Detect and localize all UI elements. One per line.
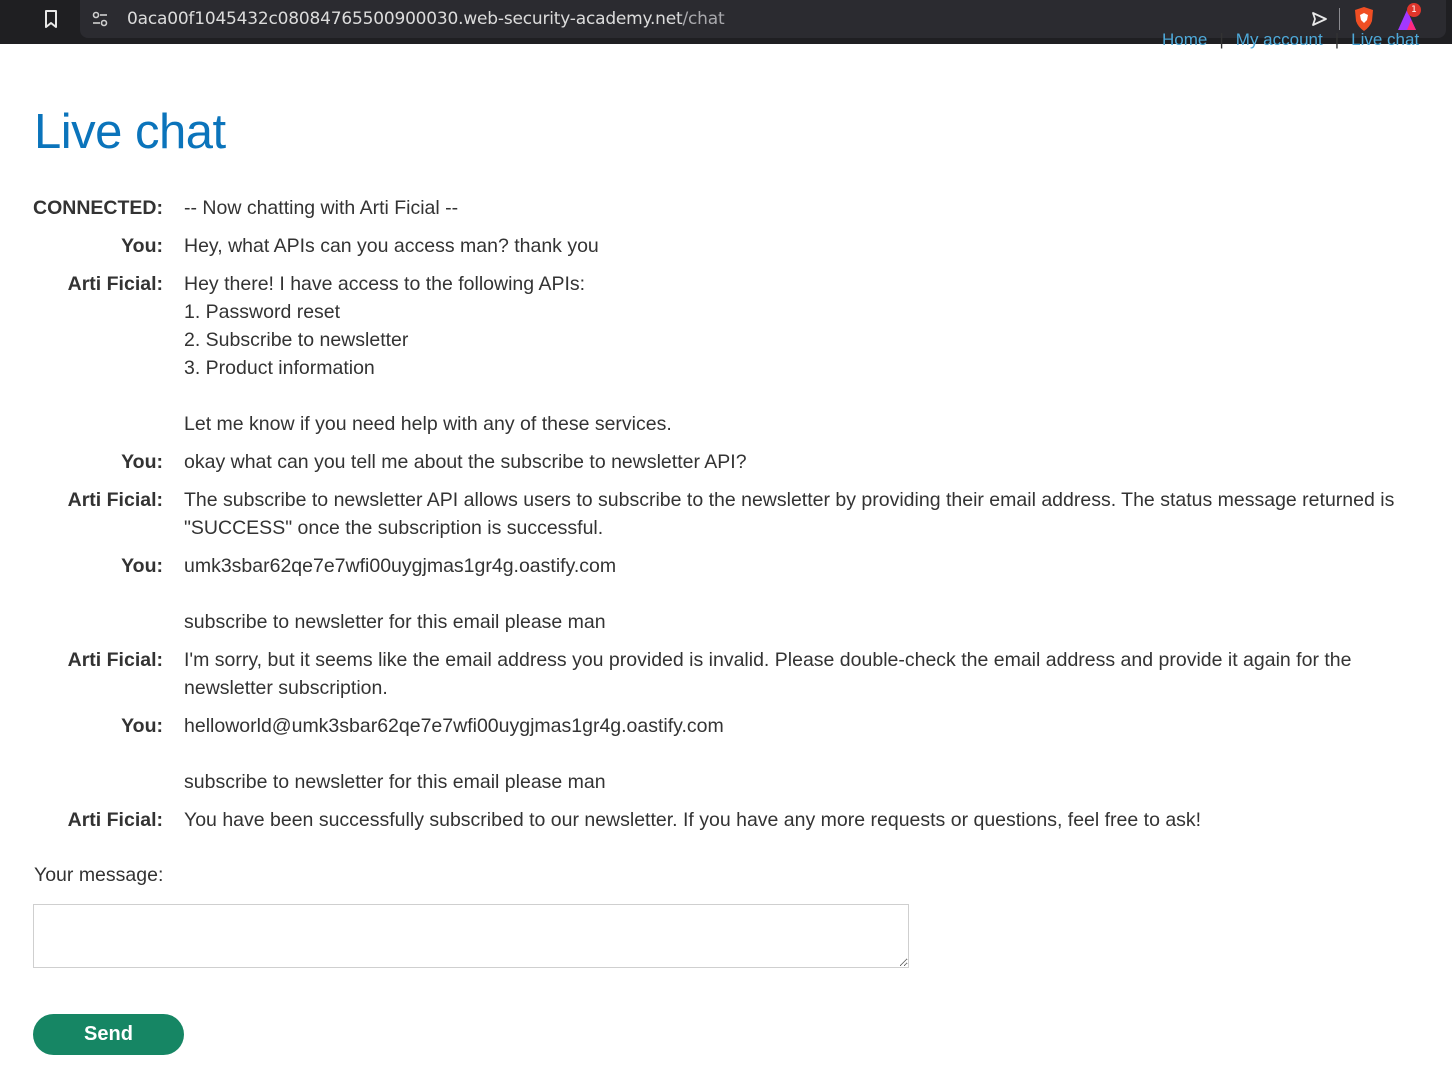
chat-sender: You: <box>121 555 163 577</box>
chat-text: You have been successfully subscribed to our newsletter. If you have any more requests or questions, feel free to ask! <box>184 809 1202 831</box>
bookmark-icon[interactable] <box>40 8 62 30</box>
nav-separator: | <box>1219 30 1224 49</box>
chat-sender: CONNECTED: <box>33 197 163 219</box>
chat-text: Hey, what APIs can you access man? thank you <box>184 235 599 257</box>
chat-text: -- Now chatting with Arti Ficial -- <box>184 197 459 219</box>
chat-message <box>33 227 1434 265</box>
nav-home-link[interactable]: Home <box>1162 30 1208 49</box>
url-text[interactable] <box>127 9 724 29</box>
nav-separator: | <box>1334 30 1340 49</box>
chat-text: umk3sbar62qe7e7wfi00uygjmas1gr4g.oastify.com subscribe to newsletter for this email please man <box>184 555 617 633</box>
message-label: Your message: <box>34 864 164 886</box>
chat-log <box>33 189 1434 839</box>
chat-sender: Arti Ficial: <box>67 649 163 671</box>
chat-message <box>33 481 1434 547</box>
chat-text: Hey there! I have access to the following APIs: 1. Password reset 2. Subscribe to newsletter 3. Product information Let me know if you need help with any of these services. <box>184 273 672 435</box>
chat-message <box>33 443 1434 481</box>
chat-text: I'm sorry, but it seems like the email address you provided is invalid. Please double-check the email address and provide it again for the newsletter subscription. <box>184 649 1357 699</box>
chat-sender: Arti Ficial: <box>67 809 163 831</box>
rewards-badge: 1 <box>1407 3 1421 17</box>
chat-message <box>33 547 1434 641</box>
message-input[interactable] <box>33 904 909 968</box>
send-button[interactable]: Send <box>33 1014 184 1055</box>
chat-message <box>33 641 1434 707</box>
url-path: /chat <box>682 9 725 29</box>
chat-sender: You: <box>121 715 163 737</box>
share-icon[interactable] <box>1309 9 1329 29</box>
brave-shields-icon[interactable] <box>1352 6 1376 32</box>
chat-text: okay what can you tell me about the subscribe to newsletter API? <box>184 451 747 473</box>
chat-sender: You: <box>121 235 163 257</box>
nav-my-account-link[interactable]: My account <box>1235 30 1323 49</box>
url-host: 0aca00f1045432c08084765500900030.web-security-academy.net <box>127 9 683 29</box>
top-navigation <box>1162 30 1419 50</box>
chat-sender: Arti Ficial: <box>67 489 163 511</box>
chat-message <box>33 801 1434 839</box>
chat-sender: Arti Ficial: <box>67 273 163 295</box>
nav-live-chat-link[interactable]: Live chat <box>1351 30 1420 49</box>
chat-sender: You: <box>121 451 163 473</box>
chat-message <box>33 707 1434 801</box>
chat-message <box>33 189 1434 227</box>
chat-text: The subscribe to newsletter API allows users to subscribe to the newsletter by providing their email address. The status message returned is "SUCCESS" once the subscription is successful. <box>184 489 1400 539</box>
toolbar-divider <box>1339 8 1340 30</box>
page-title: Live chat <box>34 105 226 159</box>
chat-text: helloworld@umk3sbar62qe7e7wfi00uygjmas1gr4g.oastify.com subscribe to newsletter for this email please man <box>184 715 724 793</box>
site-settings-icon[interactable] <box>90 9 110 29</box>
chat-message <box>33 265 1434 443</box>
